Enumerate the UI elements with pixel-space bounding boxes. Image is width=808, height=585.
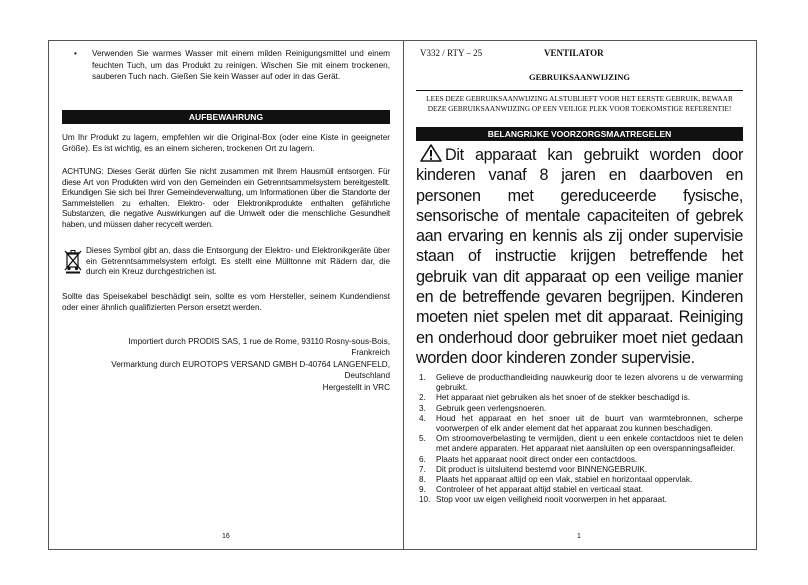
crossed-out-wheelie-bin-icon	[64, 248, 82, 274]
imprint-line: Deutschland	[344, 371, 390, 381]
item-number: 9.	[419, 485, 426, 495]
safety-item	[416, 404, 743, 414]
item-number: 8.	[419, 475, 426, 485]
title-rule	[416, 90, 743, 91]
bullet-dot: •	[74, 49, 77, 58]
item-text: Controleer of het apparaat altijd stabiel en verticaal staat.	[436, 485, 644, 495]
safety-item	[416, 414, 743, 434]
item-number: 10.	[419, 495, 431, 505]
safety-item	[416, 495, 743, 505]
item-text: Het apparaat niet gebruiken als het snoer of de stekker beschadigd is.	[436, 393, 690, 403]
safety-item	[416, 475, 743, 485]
page-divider	[403, 40, 404, 550]
item-text: Gebruik geen verlengsnoeren.	[436, 403, 547, 413]
safety-list	[416, 373, 743, 506]
safety-item	[416, 373, 743, 393]
item-number: 1.	[419, 373, 426, 382]
disposal-warning: ACHTUNG: Dieses Gerät dürfen Sie nicht zusammen mit Ihrem Hausmüll entsorgen. Für diese Art von Produkten wird von den Gemeinden ein Getrenntsammelsystem bereitgestellt. Erkundigen Sie sich bei Ihrer Gemeindeverwaltung, um Informationen über die Standorte der Sammelstellen zu erhalten. Elektro- oder Elektronikprodukte enthalten gefährliche Substanzen, die negative Auswirkungen auf die Umwelt oder die menschliche Gesundheit haben, und müssen daher recycelt werden.	[62, 167, 390, 229]
item-number: 6.	[419, 454, 426, 464]
page-number: 16	[222, 533, 230, 540]
left-page	[62, 40, 390, 550]
warning-text: Dit apparaat kan gebruikt worden door kinderen vanaf 8 jaren en daarboven en personen met gereduceerde fysische, sensorische of mentale capaciteiten of gebrek aan ervaring en kennis als zij onder supervisie staan of instructie krijgen betreffende het gebruik van dit apparaat op een veilige manier en de betreffende gevaren begrijpen. Kinderen moeten niet spelen met dit apparaat. Reiniging en onderhoud door gebruiker moet niet gedaan worden door kinderen zonder supervisie.	[416, 146, 743, 367]
cable-text: Sollte das Speisekabel beschädigt sein, sollte es vom Hersteller, seinem Kundendienst oder einer ähnlich qualifizierten Person ersetzt werden.	[62, 292, 390, 312]
children-warning	[416, 144, 743, 368]
imprint	[62, 336, 390, 393]
cleaning-bullet	[62, 48, 390, 83]
safety-item	[416, 485, 743, 495]
item-number: 5.	[419, 434, 426, 444]
warning-triangle-icon	[420, 144, 442, 162]
safety-item	[416, 455, 743, 465]
item-number: 3.	[419, 403, 426, 413]
storage-text: Um Ihr Produkt zu lagern, empfehlen wir die Original-Box (oder eine Kiste in geeigneter Größe). Es ist wichtig, es an einem sicheren, trockenen Ort zu lagern.	[62, 133, 390, 153]
imprint-line: Vermarktung durch EUROTOPS VERSAND GMBH D-40764 LANGENFELD,	[111, 359, 390, 369]
item-text: Gelieve de producthandleiding nauwkeurig door te lezen alvorens u de verwarming gebruikt.	[436, 373, 743, 393]
imprint-line: Importiert durch PRODIS SAS, 1 rue de Rome, 93110 Rosny-sous-Bois,	[128, 337, 390, 346]
item-text: Stop voor uw eigen veiligheid nooit voorwerpen in het apparaat.	[436, 495, 667, 505]
item-text: Houd het apparaat en het snoer uit de buurt van warmtebronnen, scherpe voorwerpen of elk ander element dat het apparaat zou kunnen beschadigen.	[436, 413, 743, 434]
item-text: Plaats het apparaat nooit direct onder een contactdoos.	[436, 454, 638, 464]
manual-title: GEBRUIKSAANWIJZING	[528, 72, 631, 82]
weee-text: Dieses Symbol gibt an, dass die Entsorgung der Elektro- und Elektronikgeräte über ein Getrenntsammelsystem erfolgt. Es stellt eine Mülltonne mit Rädern dar, die durch ein Kreuz durchgestrichen ist.	[86, 246, 390, 277]
page-number: 1	[577, 533, 581, 540]
product-name: VENTILATOR	[544, 48, 604, 58]
safety-item	[416, 465, 743, 475]
read-note: LEES DEZE GEBRUIKSAANWIJZING ALSTUBLIEFT VOOR HET EERSTE GEBRUIK, BEWAAR DEZE GEBRUIKSAANWIJZING OP EEN VEILIGE PLEK VOOR TOEKOMSTIGE REFERENTIE!	[426, 94, 733, 113]
item-text: Om stroomoverbelasting te vermijden, dient u een enkele contactdoos niet te delen met andere apparaten. Het apparaat niet aansluiten op een overspanningsafleider.	[436, 434, 743, 454]
item-text: Dit product is uitsluitend bestemd voor BINNENGEBRUIK.	[436, 464, 648, 474]
item-text: Plaats het apparaat altijd op een vlak, stabiel en horizontaal oppervlak.	[436, 475, 693, 485]
item-number: 2.	[419, 393, 426, 403]
right-page	[416, 40, 743, 550]
item-number: 7.	[419, 464, 426, 474]
safety-heading: BELANGRIJKE VOORZORGSMAATREGELEN	[416, 127, 743, 141]
imprint-line: Hergestellt in VRC	[322, 382, 390, 392]
model-number: V332 / RTY – 25	[420, 48, 483, 58]
storage-heading: AUFBEWAHRUNG	[62, 110, 390, 124]
weee-notice	[62, 246, 390, 278]
imprint-line: Frankreich	[351, 348, 390, 358]
item-number: 4.	[419, 413, 426, 423]
safety-item	[416, 434, 743, 454]
safety-item	[416, 393, 743, 403]
cleaning-text: Verwenden Sie warmes Wasser mit einem milden Reinigungsmittel und einem feuchten Tuch, um das Produkt zu reinigen. Wischen Sie mit einem trockenen, sauberen Tuch nach. Gießen Sie kein Wasser auf oder in das Gerät.	[92, 49, 390, 81]
